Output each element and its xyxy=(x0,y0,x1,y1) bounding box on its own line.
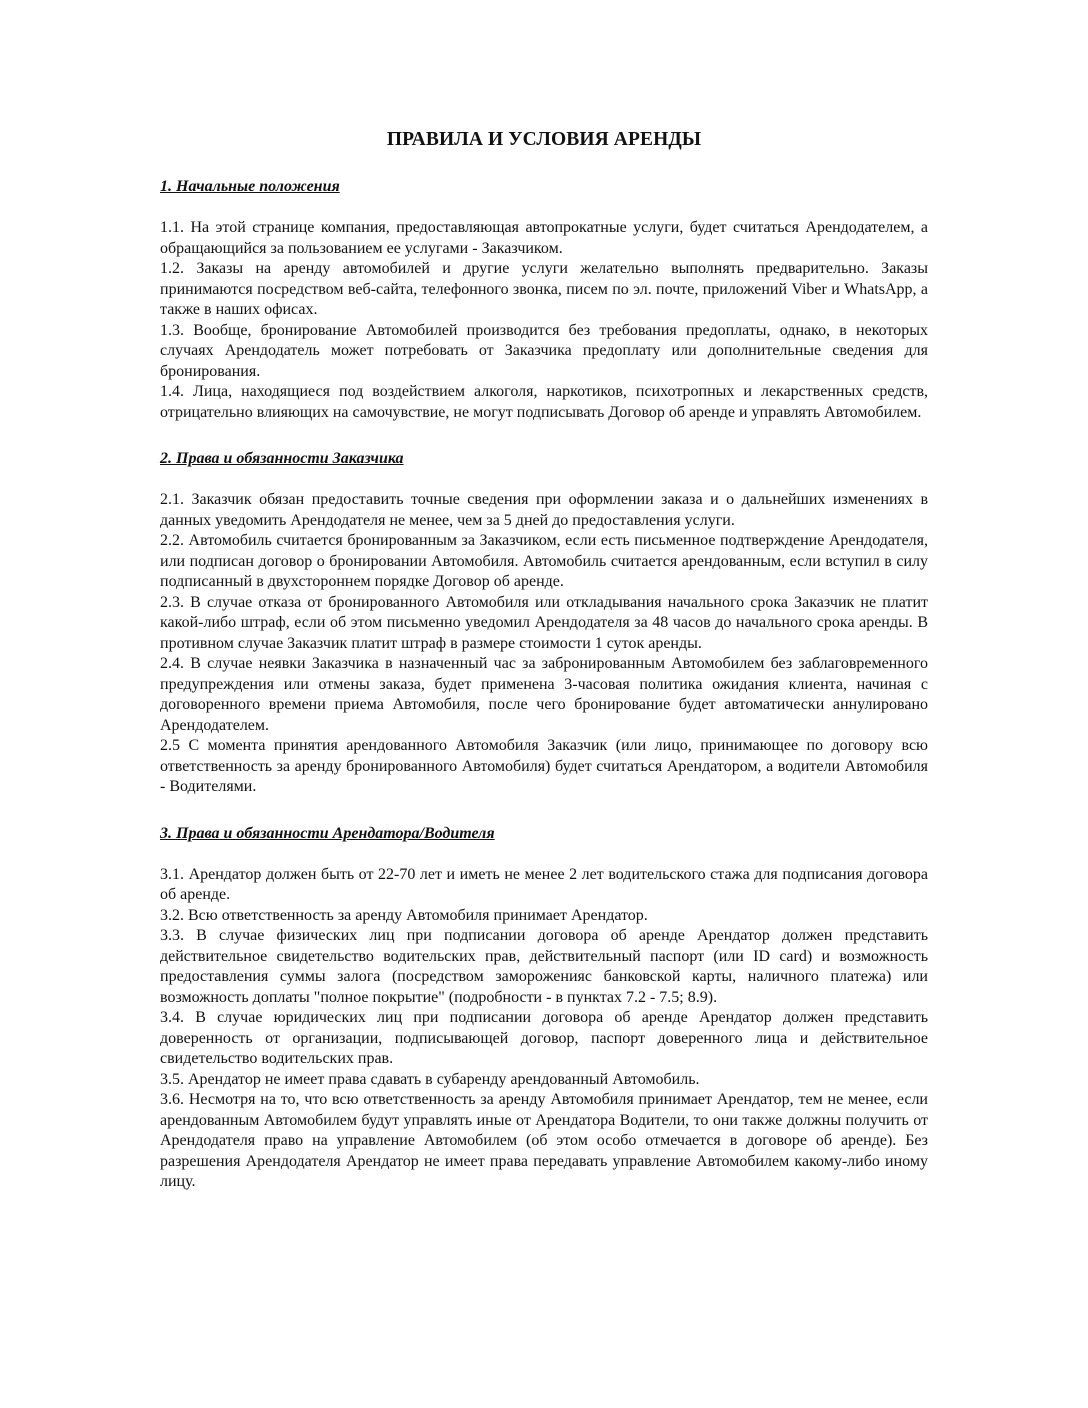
clause-3-3: 3.3. В случае физических лиц при подписании договора об аренде Арендатор должен представить действительное свидетельство водительских прав, действительный паспорт (или ID card) и возможность предоставления суммы залога (посредством замороженияс банковской карты, наличного платежа) или возможность доплаты "полное покрытие" (подробности - в пунктах 7.2 - 7.5; 8.9). xyxy=(160,927,928,1006)
clause-2-2: 2.2. Автомобиль считается бронированным за Заказчиком, если есть письменное подтверждение Арендодателя, или подписан договор о бронировании Автомобиля. Автомобиль считается арендованным, если вступил в силу подписанный в двухстороннем порядке Договор об аренде. xyxy=(160,532,928,590)
section-heading: 3. Права и обязанности Арендатора/Водителя xyxy=(160,824,495,842)
section-customer-rights xyxy=(160,449,928,798)
document-page xyxy=(160,128,928,1193)
clause-2-1: 2.1. Заказчик обязан предоставить точные сведения при оформлении заказа и о дальнейших изменениях в данных уведомить Арендодателя не менее, чем за 5 дней до предоставления услуги. xyxy=(160,491,928,529)
clause-3-5: 3.5. Арендатор не имеет права сдавать в субаренду арендованный Автомобиль. xyxy=(160,1070,700,1088)
clause-2-5: 2.5 С момента принятия арендованного Автомобиля Заказчик (или лицо, принимающее по договору всю ответственность за аренду бронированного Автомобиля) будет считаться Арендатором, а водители Автомобиля - Водителями. xyxy=(160,737,928,795)
clause-2-3: 2.3. В случае отказа от бронированного Автомобиля или откладывания начального срока Заказчик не платит какой-либо штраф, если об этом письменно уведомил Арендодателя за 48 часов до начального срока аренды. В противном случае Заказчик платит штраф в размере стоимости 1 суток аренды. xyxy=(160,593,928,652)
clause-3-2: 3.2. Всю ответственность за аренду Автомобиля принимает Арендатор. xyxy=(160,906,648,924)
section-heading: 1. Начальные положения xyxy=(160,178,340,195)
section-renter-rights xyxy=(160,824,928,1193)
clause-1-2: 1.2. Заказы на аренду автомобилей и другие услуги желательно выполнять предварительно. Заказы принимаются посредством веб-сайта, телефонного звонка, писем по эл. почте, приложений Viber и WhatsApp, а также в наших офисах. xyxy=(160,260,928,318)
clause-1-4: 1.4. Лица, находящиеся под воздействием алкоголя, наркотиков, психотропных и лекарственных средств, отрицательно влияющих на самочувствие, не могут подписывать Договор об аренде и управлять Автомобилем. xyxy=(160,383,928,421)
clause-1-1: 1.1. На этой странице компания, предоставляющая автопрокатные услуги, будет считаться Арендодателем, а обращающийся за пользованием ее услугами - Заказчиком. xyxy=(160,219,928,257)
clause-3-4: 3.4. В случае юридических лиц при подписании договора об аренде Арендатор должен представить доверенность от организации, подписывающей договор, паспорт доверенного лица и действительное свидетельство водительских прав. xyxy=(160,1009,928,1067)
clause-3-6: 3.6. Несмотря на то, что всю ответственность за аренду Автомобиля принимает Арендатор, тем не менее, если арендованным Автомобилем будут управлять иные от Арендатора Водители, то они также должны получить от Арендодателя право на управление Автомобилем (об этом особо отмечается в договоре об аренде). Без разрешения Арендодателя Арендатор не имеет права передавать управление Автомобилем какому-либо иному лицу. xyxy=(160,1091,928,1190)
section-heading: 2. Права и обязанности Заказчика xyxy=(160,450,404,467)
clause-2-4: 2.4. В случае неявки Заказчика в назначенный час за забронированным Автомобилем без заблаговременного предупреждения или отмены заказа, будет применена 3-часовая политика ожидания клиента, начиная с договоренного времени приема Автомобиля, после чего бронирование будет автоматически аннулировано Арендодателем. xyxy=(160,655,928,734)
page-title: ПРАВИЛА И УСЛОВИЯ АРЕНДЫ xyxy=(386,129,702,150)
clause-1-3: 1.3. Вообще, бронирование Автомобилей производится без требования предоплаты, однако, в некоторых случаях Арендодатель может потребовать от Заказчика предоплату или дополнительные сведения для бронирования. xyxy=(160,321,928,380)
clause-3-1: 3.1. Арендатор должен быть от 22-70 лет и иметь не менее 2 лет водительского стажа для подписания договора об аренде. xyxy=(160,865,928,903)
section-initial-provisions xyxy=(160,177,928,423)
